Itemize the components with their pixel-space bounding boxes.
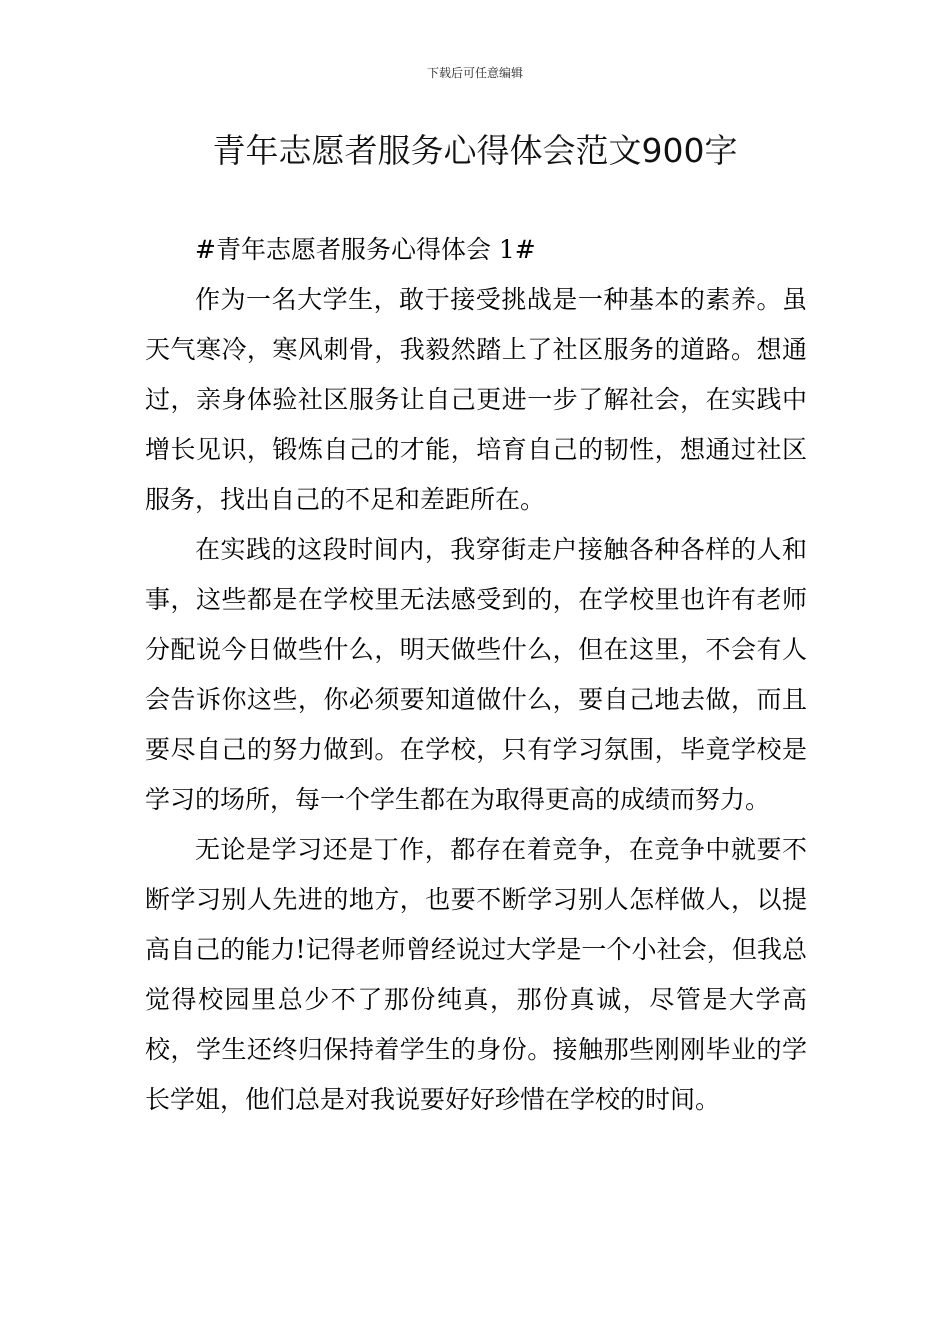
paragraph-3: 无论是学习还是丁作，都存在着竞争，在竞争中就要不断学习别人先进的地方，也要不断学习别人怎样做人，以提高自己的能力!记得老师曾经说过大学是一个小社会，但我总觉得校园里总少不了那份纯真，那份真诚，尽管是大学高校，学生还终归保持着学生的身份。接触那些刚刚毕业的学长学姐，他们总是对我说要好好珍惜在学校的时间。 <box>145 835 807 1114</box>
document-body <box>145 225 807 1125</box>
paragraph-1: 作为一名大学生，敢于接受挑战是一种基本的素养。虽天气寒冷，寒风刺骨，我毅然踏上了社区服务的道路。想通过，亲身体验社区服务让自己更进一步了解社会，在实践中增长见识，锻炼自己的才能，培育自己的韧性，想通过社区服务，找出自己的不足和差距所在。 <box>145 285 807 514</box>
header-note: 下载后可任意编辑 <box>426 66 523 80</box>
section-heading: #青年志愿者服务心得体会 1# <box>195 235 536 264</box>
paragraph-2: 在实践的这段时间内，我穿街走户接触各种各样的人和事，这些都是在学校里无法感受到的，在学校里也许有老师分配说今日做些什么，明天做些什么，但在这里，不会有人会告诉你这些，你必须要知道做什么，要自己地去做，而且要尽自己的努力做到。在学校，只有学习氛围，毕竟学校是学习的场所，每一个学生都在为取得更高的成绩而努力。 <box>145 535 807 814</box>
document-title: 青年志愿者服务心得体会范文900字 <box>212 131 738 170</box>
